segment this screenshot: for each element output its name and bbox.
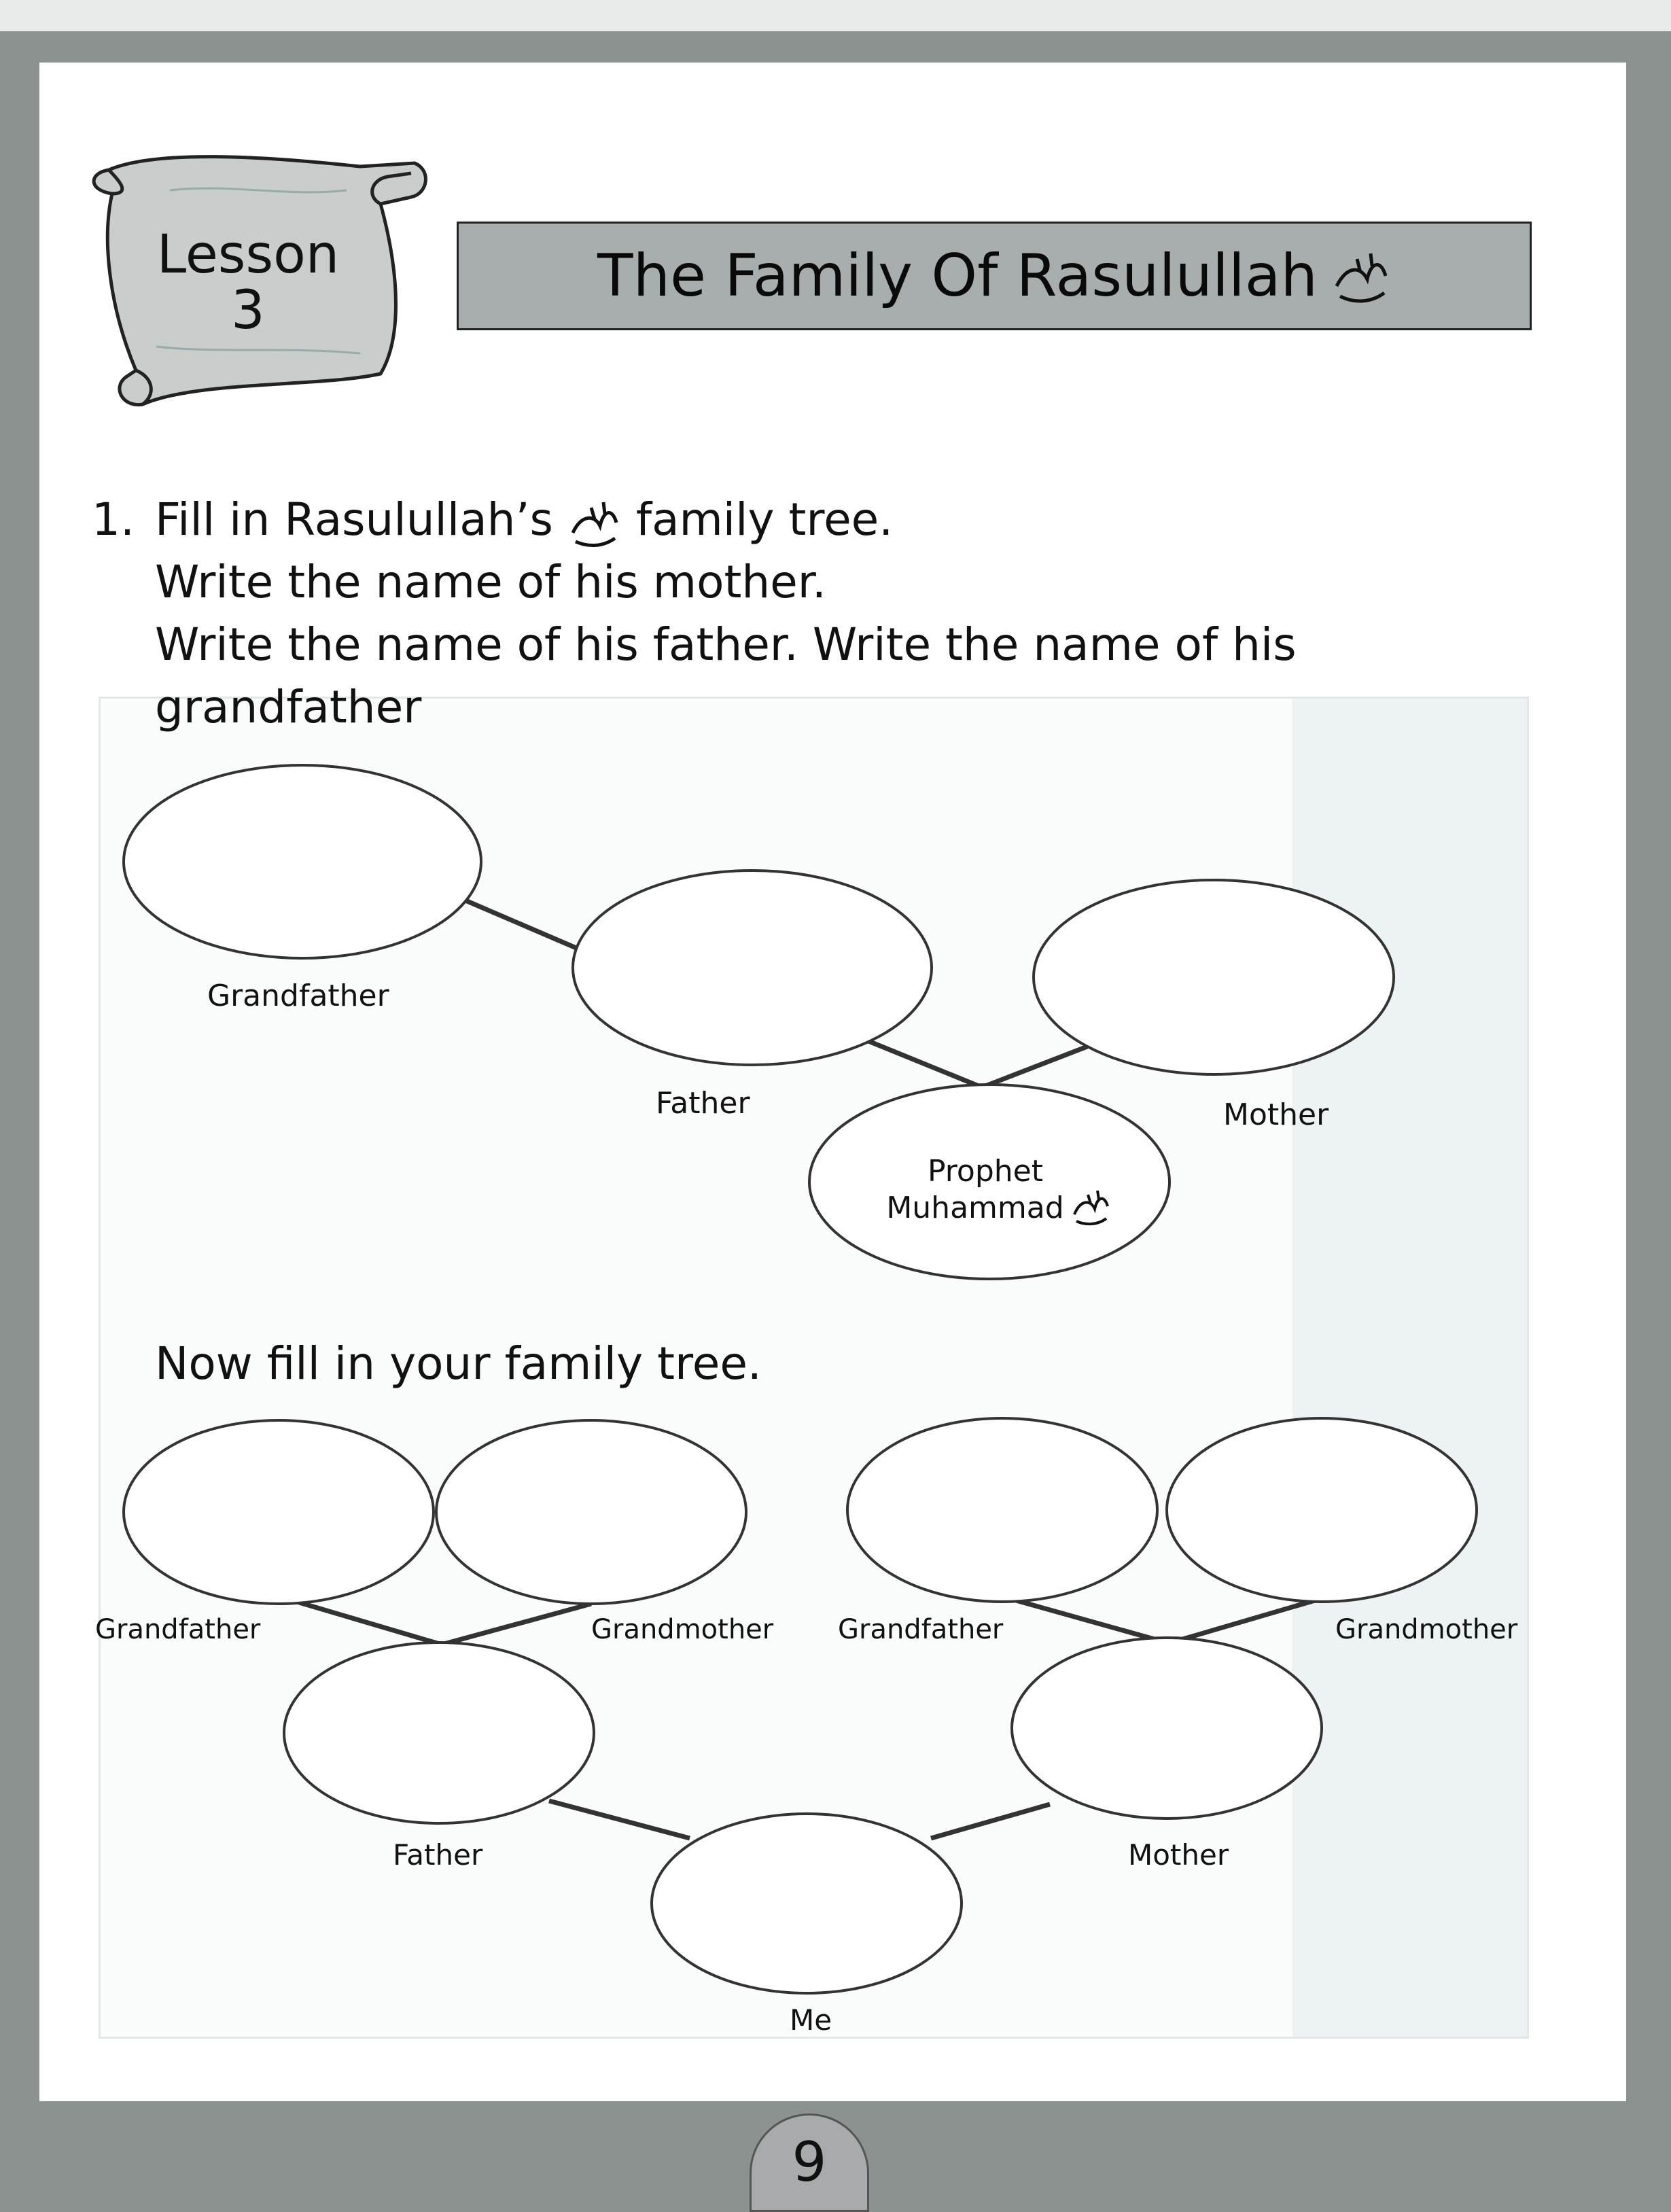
page-title: The Family Of Rasulullah xyxy=(597,242,1318,310)
question-line2: Write the name of his mother. xyxy=(155,556,826,608)
paternal-grandmother-ellipse[interactable] xyxy=(436,1420,746,1604)
maternal-grandmother-label: Grandmother xyxy=(1335,1614,1518,1645)
question-line1-start: Fill in Rasulullah’s xyxy=(155,493,553,546)
prophet-label-line2: Muhammad xyxy=(886,1191,1064,1225)
grandfather-label: Grandfather xyxy=(207,979,389,1013)
maternal-grandmother-ellipse[interactable] xyxy=(1167,1418,1477,1602)
paternal-grandmother-label: Grandmother xyxy=(591,1614,774,1645)
mother-label: Mother xyxy=(1223,1098,1329,1132)
question-line1-end: family tree. xyxy=(635,493,894,546)
me-label: Me xyxy=(790,2003,832,2037)
your-mother-ellipse[interactable] xyxy=(1012,1638,1322,1819)
paternal-grandfather-ellipse[interactable] xyxy=(124,1420,434,1604)
lesson-number: 3 xyxy=(231,279,265,341)
question-number: 1. xyxy=(92,493,135,546)
page-number: 9 xyxy=(792,2130,827,2194)
prophet-label-line1: Prophet xyxy=(928,1154,1043,1189)
lesson-label: Lesson xyxy=(156,224,340,285)
maternal-grandfather-label: Grandfather xyxy=(838,1614,1004,1645)
question-line3: Write the name of his father. Write the name of his xyxy=(155,618,1297,671)
your-mother-label: Mother xyxy=(1128,1838,1229,1872)
maternal-grandfather-ellipse[interactable] xyxy=(847,1418,1157,1602)
your-tree-prompt: Now fill in your family tree. xyxy=(155,1337,762,1390)
me-ellipse[interactable] xyxy=(652,1814,962,1993)
paternal-grandfather-label: Grandfather xyxy=(95,1614,261,1645)
your-father-label: Father xyxy=(393,1838,483,1872)
your-father-ellipse[interactable] xyxy=(284,1643,594,1823)
father-label: Father xyxy=(656,1086,750,1121)
question-line4: grandfather xyxy=(155,681,422,733)
